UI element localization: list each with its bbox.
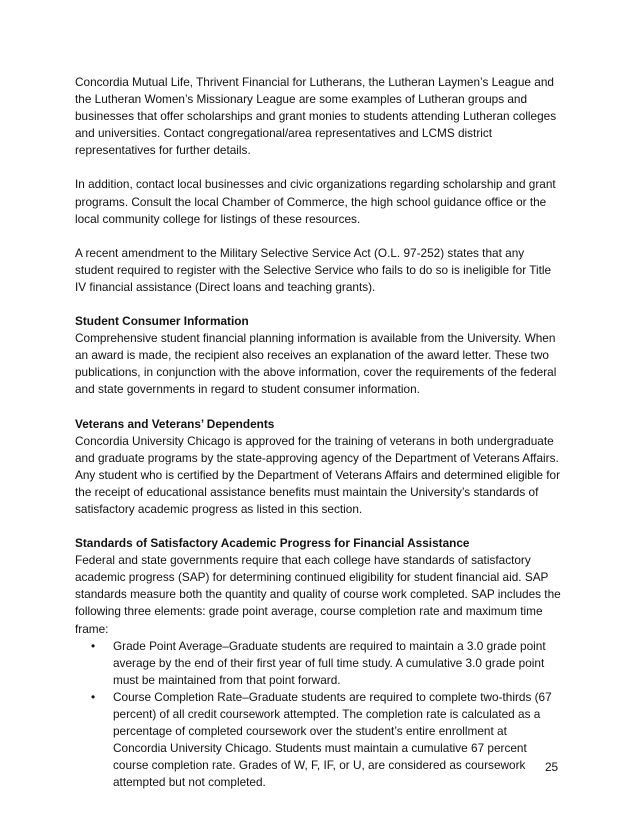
section-body: Federal and state governments require that each college have standards of satisfactory academic progress (SAP) for determining continued eligibility for student financial aid. SAP standards measure both the quantity and quality of course work completed. SAP includes the following three elements: grade point average, course completion rate and maximum time frame: (75, 553, 561, 636)
section-sap (75, 535, 563, 791)
sap-bullet-list (75, 638, 563, 792)
paragraph-local-businesses: In addition, contact local businesses and civic organizations regarding scholarship and grant programs. Consult the local Chamber of Commerce, the high school guidance office or the local community college for listings of these resources. (75, 177, 556, 226)
section-body: Comprehensive student financial planning information is available from the University. When an award is made, the recipient also receives an explanation of the award letter. These two publications, in conjunction with the above information, cover the requirements of the federal and state governments in regard to student consumer information. (75, 331, 557, 397)
list-item (91, 638, 563, 689)
list-item-text: Course Completion Rate–Graduate students are required to complete two-thirds (67 percent) of all credit coursework attempted. The completion rate is calculated as a percentage of completed coursework over the student’s entire enrollment at Concordia University Chicago. Students must maintain a cumulative 67 percent course completion rate. Grades of W, F, IF, or U, are considered as coursework attempted but not completed. (113, 689, 552, 790)
list-item (91, 689, 563, 792)
section-student-consumer-information (75, 313, 563, 398)
section-heading: Veterans and Veterans’ Dependents (75, 416, 275, 431)
section-veterans (75, 416, 563, 519)
bullet-icon: • (91, 638, 96, 653)
list-item-text: Grade Point Average–Graduate students are required to maintain a 3.0 grade point average by the end of their first year of full time study. A cumulative 3.0 grade point must be maintained from that point forward. (113, 638, 546, 687)
section-heading: Student Consumer Information (75, 314, 249, 329)
section-body: Concordia University Chicago is approved for the training of veterans in both undergraduate and graduate programs by the state-approving agency of the Department of Veterans Affairs. Any student who is certified by the Department of Veterans Affairs and determined eligible for the receipt of educational assistance benefits must maintain the University’s standards of satisfactory academic progress as listed in this section. (75, 433, 561, 516)
bullet-icon: • (91, 689, 96, 704)
paragraph-lutheran-groups: Concordia Mutual Life, Thrivent Financial for Lutherans, the Lutheran Laymen’s League and the Lutheran Women’s Missionary League are some examples of Lutheran groups and businesses that offer scholarships and grant monies to students attending Lutheran colleges and universities. Contact congregational/area representatives and LCMS district representatives for further details. (75, 75, 557, 158)
section-heading: Standards of Satisfactory Academic Progress for Financial Assistance (75, 536, 470, 551)
paragraph-selective-service: A recent amendment to the Military Selective Service Act (O.L. 97-252) states that any student required to register with the Selective Service who fails to do so is ineligible for Title IV financial assistance (Direct loans and teaching grants). (75, 245, 552, 294)
page-number: 25 (545, 760, 559, 774)
document-page (75, 74, 563, 808)
